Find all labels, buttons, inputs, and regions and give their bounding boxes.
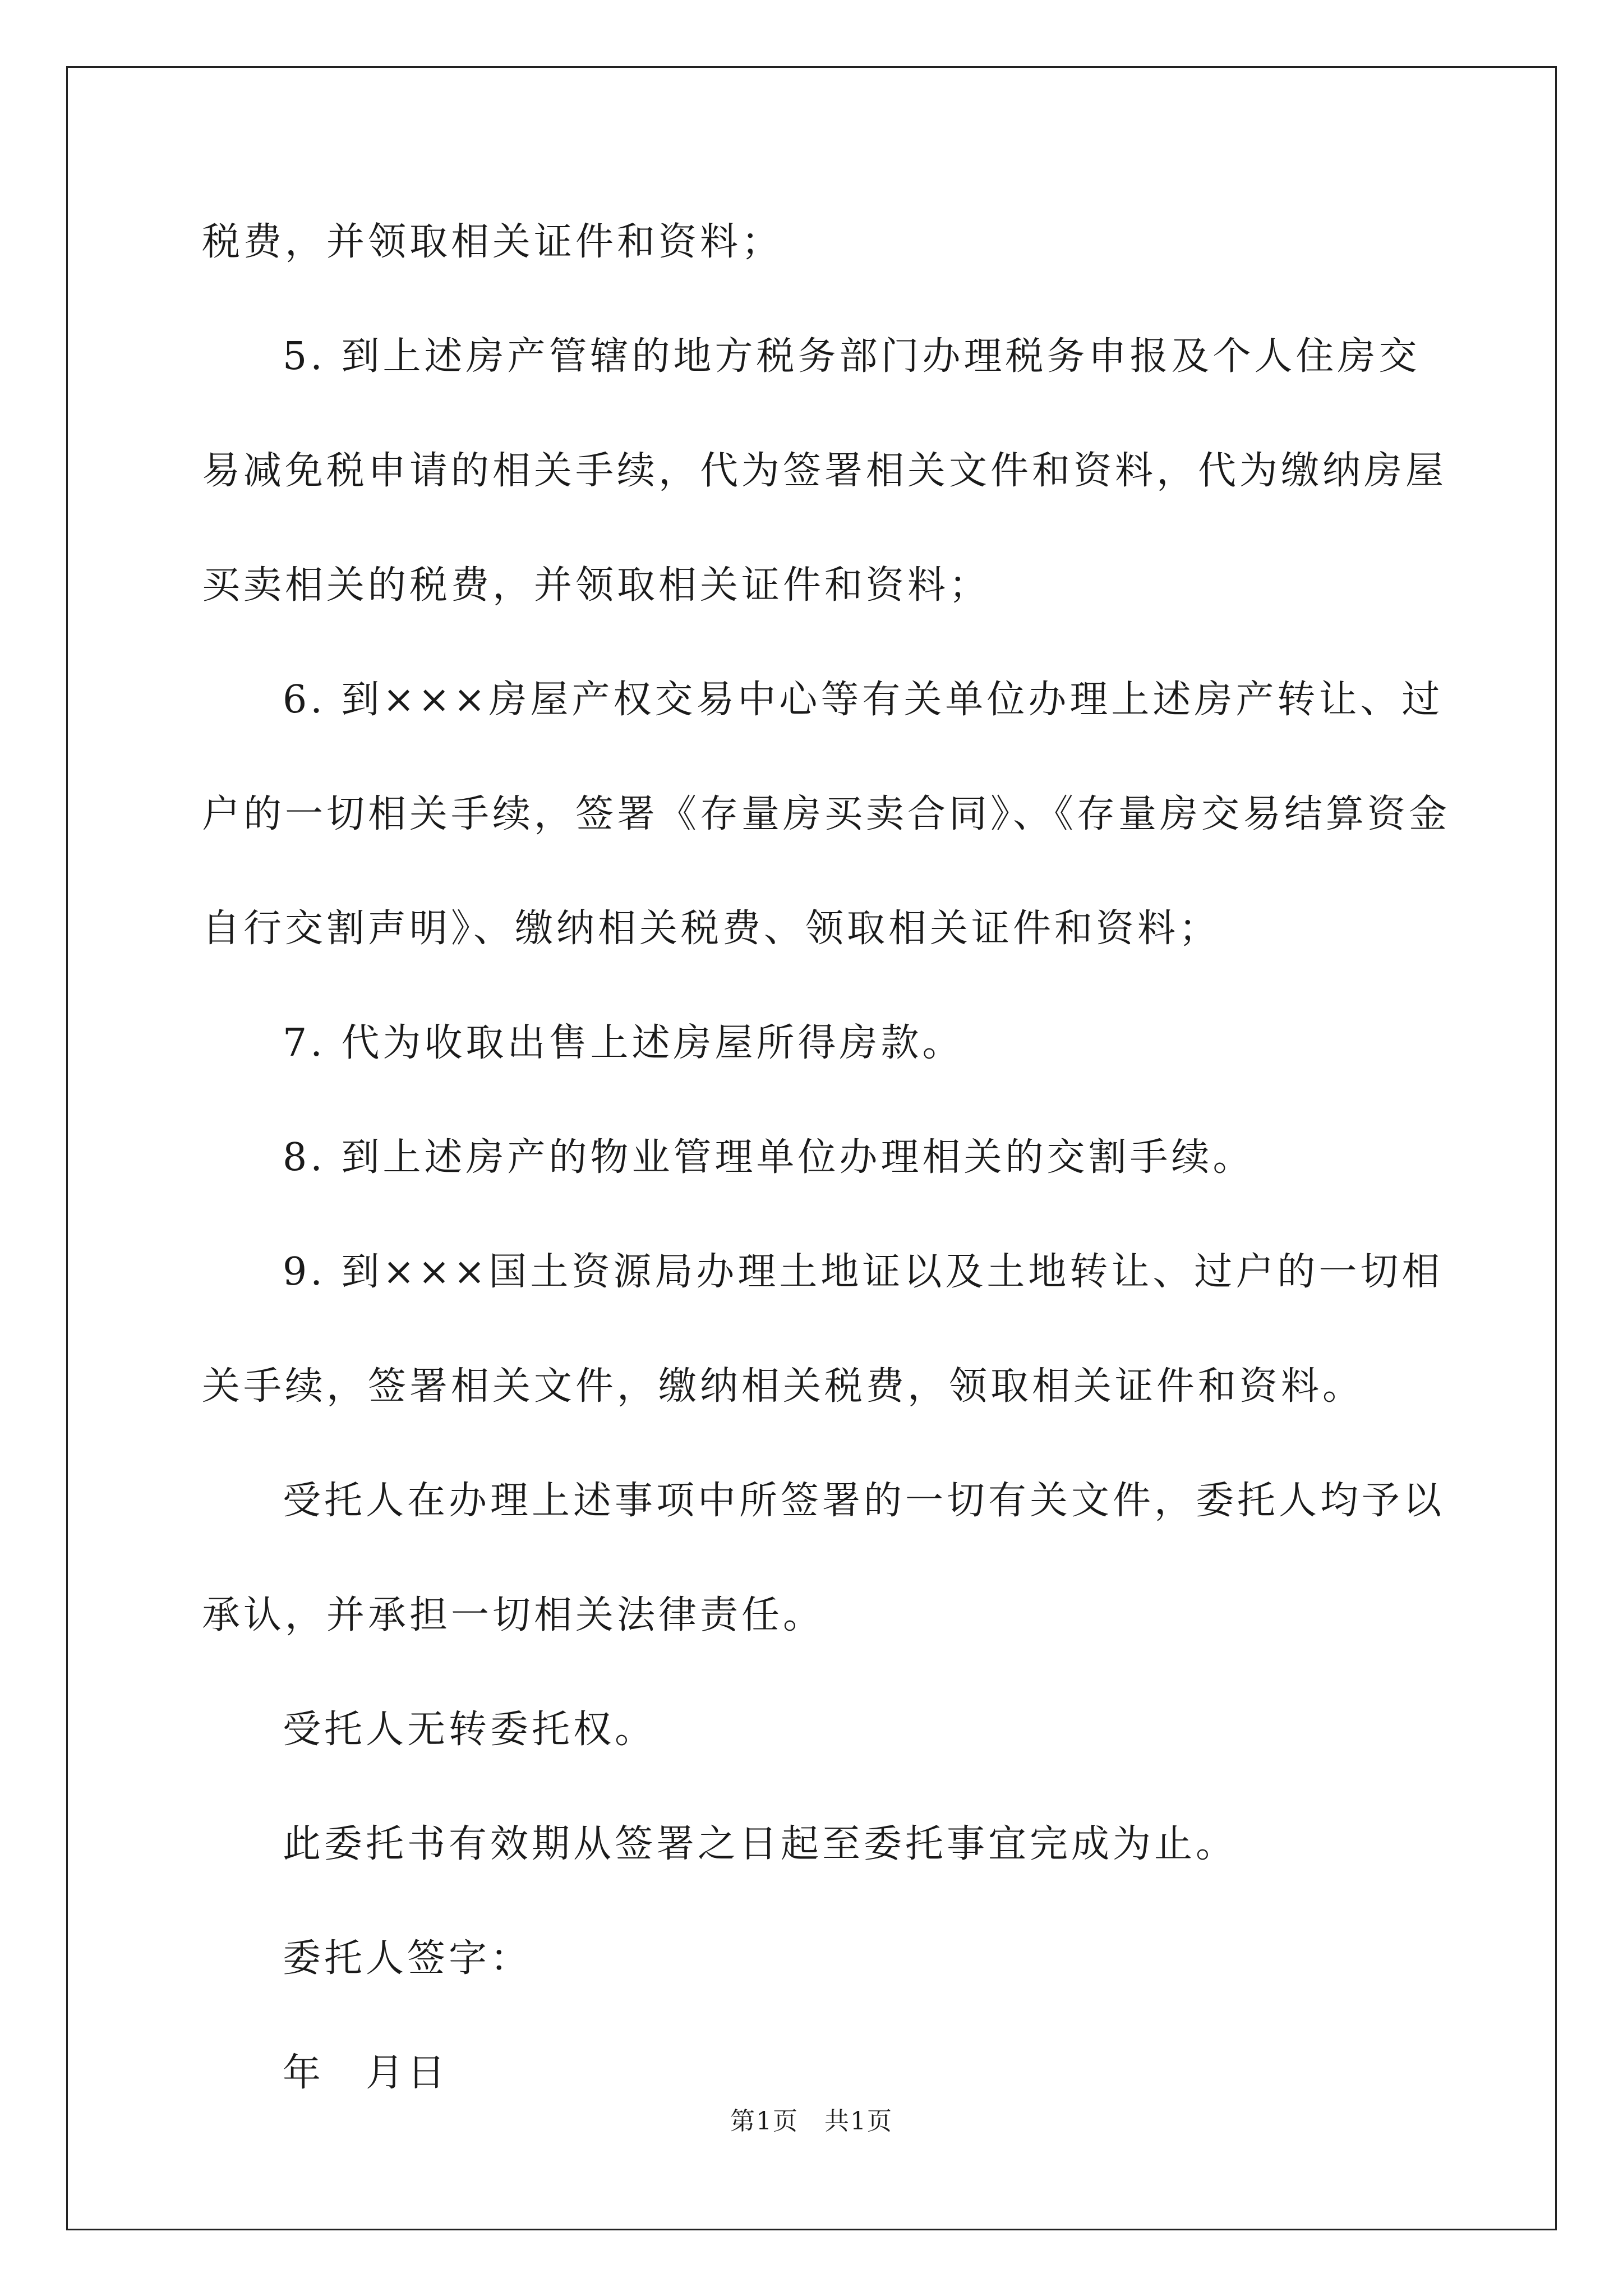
text-line: 年 月日 xyxy=(283,2051,449,2095)
signature-label xyxy=(202,1902,1424,2016)
document-body xyxy=(202,185,1451,2131)
paragraph-item-5 xyxy=(202,300,1447,643)
text-line: 关手续，签署相关文件，缴纳相关税费，领取相关证件和资料。 xyxy=(202,1364,1364,1409)
text-line: 买卖相关的税费，并领取相关证件和资料； xyxy=(202,563,991,608)
paragraph-item-9 xyxy=(202,1215,1444,1444)
paragraph-item-6 xyxy=(202,643,1451,986)
paragraph-item-8 xyxy=(202,1101,1424,1215)
text-line: 7. 代为收取出售上述房屋所得房款。 xyxy=(283,1021,964,1065)
paragraph-recognition xyxy=(202,1444,1445,1673)
paragraph-no-subdelegation xyxy=(202,1673,1424,1787)
text-line: 受托人无转委托权。 xyxy=(283,1708,657,1752)
text-line: 6. 到×××房屋产权交易中心等有关单位办理上述房产转让、过 xyxy=(283,678,1444,722)
text-line: 8. 到上述房产的物业管理单位办理相关的交割手续。 xyxy=(283,1135,1255,1180)
text-line: 5. 到上述房产管辖的地方税务部门办理税务申报及个人住房交 xyxy=(283,334,1421,379)
text-line: 受托人在办理上述事项中所签署的一切有关文件，委托人均予以 xyxy=(283,1479,1445,1523)
text-line: 户的一切相关手续，签署《存量房买卖合同》、《存量房交易结算资金 xyxy=(202,792,1451,836)
paragraph-validity xyxy=(202,1787,1424,1902)
text-line: 此委托书有效期从签署之日起至委托事宜完成为止。 xyxy=(283,1822,1238,1866)
page-number-footer: 第1页 共1页 xyxy=(730,2107,893,2136)
paragraph-item-7 xyxy=(202,986,1424,1101)
text-line: 自行交割声明》、缴纳相关税费、领取相关证件和资料； xyxy=(202,907,1221,951)
text-line: 税费，并领取相关证件和资料； xyxy=(202,220,783,264)
paragraph xyxy=(202,185,1424,300)
text-line: 9. 到×××国土资源局办理土地证以及土地转让、过户的一切相 xyxy=(283,1250,1444,1294)
text-line: 承认，并承担一切相关法律责任。 xyxy=(202,1593,825,1637)
text-line: 易减免税申请的相关手续，代为签署相关文件和资料，代为缴纳房屋 xyxy=(202,449,1447,493)
text-line: 委托人签字： xyxy=(283,1936,532,1981)
